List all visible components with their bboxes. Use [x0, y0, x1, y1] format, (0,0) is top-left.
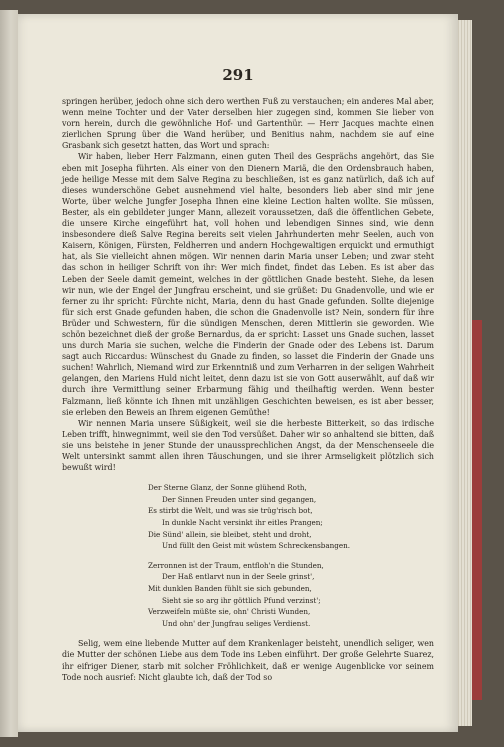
page-edges	[458, 20, 472, 726]
poem-line: Verzweifeln müßte sie, ohn' Christi Wunden,	[148, 607, 311, 617]
poem	[148, 482, 434, 629]
paragraph: springen herüber, jedoch ohne sich dero werthen Fuß zu verstauchen; ein anderes Mal aber, wenn meine Tochter und der Vater derselben hier zugegen sind, kommen Sie lieber von vorn herein, durch die gewöhnliche Hof- und Gartenthür. — Herr Jacques machte einen zierlichen Sprung über die Wand herüber, und Benitius nahm, nachdem sie auf eine Grasbank sich gesetzt hatten, das Wort und sprach:	[62, 97, 434, 151]
page-number: 291	[222, 66, 254, 84]
bookmark-ribbon	[472, 320, 482, 700]
poem-line: Die Sünd' allein, sie bleibet, steht und droht,	[148, 529, 312, 539]
poem-stanza	[148, 560, 434, 630]
poem-line: Und füllt den Geist mit wüstem Schreckensbangen.	[162, 541, 351, 551]
book-page	[18, 14, 458, 732]
poem-line: Der Sinnen Freuden unter sind gegangen,	[162, 494, 317, 504]
poem-line: Der Haß entlarvt nun in der Seele grinst',	[162, 572, 315, 582]
paragraph: Wir haben, lieber Herr Falzmann, einen guten Theil des Gesprächs angehört, das Sie eben mit Josepha führten. Als einer von den Dienern Mariä, die den Ordensbrauch haben, jede heilige Messe mit dem Salve Regina zu beschließen, ist es ganz natürlich, daß ich auf dieses wunderschöne Gebet ausnehmend viel halte, besonders lieb aber sind mir jene Worte, über welche Jungfer Josepha Ihnen eine kleine Lection halten wollte. Sie müssen, Bester, als ein gebildeter junger Mann, allezeit voraussetzen, daß die öffentlichen Gebete, die unsere Kirche eingeführt hat, voll hohen und lebendigen Sinnes sind, wie denn insbesondere dieß Salve Regina bereits seit vielen Jahrhunderten mehr Seelen, auch von Kaisern, Königen, Fürsten, Feldherren und andern Hochgewaltigen erquickt und ermuthigt hat, als Sie vielleicht ahnen mögen. Wir nennen darin Maria unser Leben; und zwar steht das schon in heiliger Schrift von ihr: Wer mich findet, findet das Leben. Es ist aber das Leben der Seele damit gemeint, welches in der göttlichen Gnade besteht. Siehe, da lesen wir nun, wie der Engel der Jungfrau erscheint, und sie grüßet: Du Gnadenvolle, und wie er ferner zu ihr spricht: Fürchte nicht, Maria, denn du hast Gnade gefunden. Sollte diejenige für sich erst Gnade gefunden haben, die schon die Gnadenvolle ist? Nein, sondern für ihre Brüder und Schwestern, für die sündigen Menschen, deren Mittlerin sie geworden. Wie schön bezeichnet dieß der große Bernardus, da er spricht: Lasset uns Gnade suchen, lasset uns durch Maria sie suchen, welche die Finderin der Gnade oder des Lebens ist. Darum sagt auch Riccardus: Wünschest du Gnade zu finden, so lasset die Finderin der Gnade uns suchen! Wahrlich, Niemand wird zur Erkenntniß und zum Verharren in der seligen Wahrheit gelangen, den Mariens Huld nicht leitet, denn dazu ist sie von Gott auserwählt, auf daß wir durch ihre Vermittlung seiner Erbarmung fähig und theilhaftig werden. Wenn bester Falzmann, ließ könnte ich Ihnen mit unzähligen Geschichten beweisen, es ist aber besser, sie erleben den Beweis an Ihrem eigenen Gemüthe!	[62, 152, 434, 417]
poem-line: Zerronnen ist der Traum, entfloh'n die Stunden,	[148, 560, 324, 570]
poem-line: Sieht sie so arg ihr göttlich Pfund verzinst';	[162, 595, 321, 605]
poem-line: Der Sterne Glanz, der Sonne glühend Roth,	[148, 483, 307, 493]
poem-line: Es stirbt die Welt, und was sie trüg'risch bot,	[148, 506, 313, 516]
poem-line: Und ohn' der Jungfrau seliges Verdienst.	[162, 618, 311, 628]
poem-line: In dunkle Nacht versinkt ihr eitles Prangen;	[162, 517, 323, 527]
paragraph: Wir nennen Maria unsere Süßigkeit, weil sie die herbeste Bitterkeit, so das irdische Leben trifft, hinwegnimmt, weil sie den Tod versüßet. Daher wir so anhaltend sie bitten, daß sie uns beistehe in jener Stunde der unaussprechlichen Angst, da der Menschenseele die Welt untersinkt sammt allen ihren Täuschungen, und sie ihrer Armseligkeit plötzlich sich bewußt wird!	[62, 418, 434, 473]
left-page-fold	[0, 10, 18, 737]
poem-stanza	[148, 482, 434, 552]
page-body	[62, 96, 434, 683]
poem-line: Mit dunklen Banden fühlt sie sich gebunden,	[148, 583, 312, 593]
paragraph: Selig, wem eine liebende Mutter auf dem Krankenlager beisteht, unendlich seliger, wen die Mutter der schönen Liebe aus dem Tode ins Leben einführt. Der große Gelehrte Suarez, ihr eifriger Diener, starb mit solcher Fröhlichkeit, daß er wenige Augenblicke vor seinem Tode noch ausrief: Nicht glaubte ich, daß der Tod so	[62, 639, 434, 682]
